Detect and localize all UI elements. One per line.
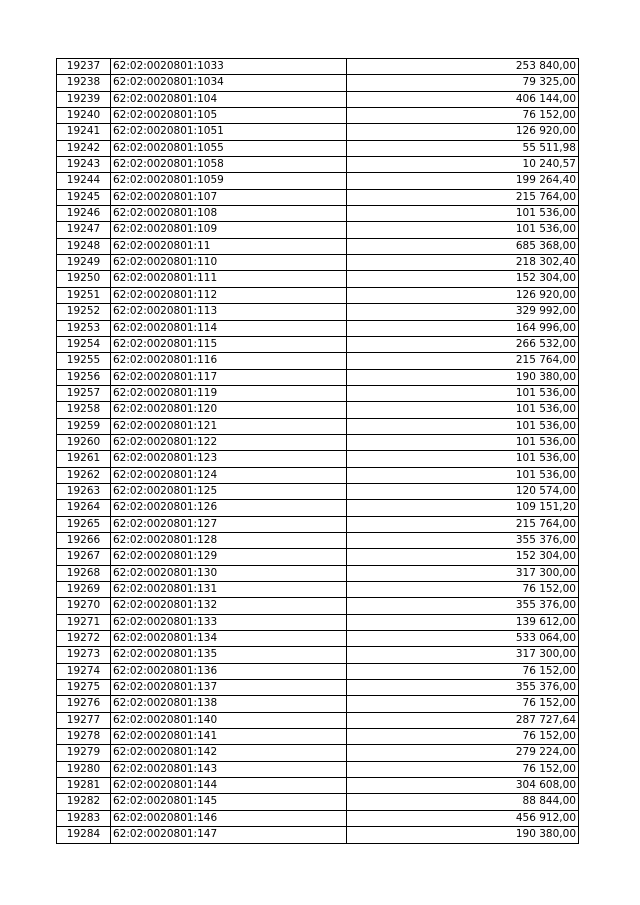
table-row — [57, 598, 579, 614]
cadastral-number-cell: 62:02:0020801:105 — [111, 108, 347, 124]
row-number-cell: 19247 — [57, 222, 111, 238]
value-cell: 215 764,00 — [347, 353, 579, 369]
value-cell: 76 152,00 — [347, 108, 579, 124]
row-number-cell: 19271 — [57, 614, 111, 630]
table-row — [57, 532, 579, 548]
row-number-cell: 19252 — [57, 304, 111, 320]
table-row — [57, 59, 579, 75]
row-number-cell: 19246 — [57, 206, 111, 222]
row-number-cell: 19267 — [57, 549, 111, 565]
table-row — [57, 451, 579, 467]
value-cell: 76 152,00 — [347, 729, 579, 745]
row-number-cell: 19276 — [57, 696, 111, 712]
value-cell: 317 300,00 — [347, 647, 579, 663]
table-row — [57, 320, 579, 336]
table-row — [57, 647, 579, 663]
value-cell: 101 536,00 — [347, 418, 579, 434]
value-cell: 317 300,00 — [347, 565, 579, 581]
cadastral-number-cell: 62:02:0020801:126 — [111, 500, 347, 516]
table-row — [57, 255, 579, 271]
row-number-cell: 19248 — [57, 238, 111, 254]
table-row — [57, 157, 579, 173]
value-cell: 120 574,00 — [347, 483, 579, 499]
table-row — [57, 385, 579, 401]
cadastral-number-cell: 62:02:0020801:117 — [111, 369, 347, 385]
value-cell: 76 152,00 — [347, 696, 579, 712]
table-row — [57, 271, 579, 287]
table-row — [57, 761, 579, 777]
row-number-cell: 19239 — [57, 91, 111, 107]
cadastral-number-cell: 62:02:0020801:147 — [111, 827, 347, 843]
cadastral-number-cell: 62:02:0020801:141 — [111, 729, 347, 745]
value-cell: 55 511,98 — [347, 140, 579, 156]
table-row — [57, 222, 579, 238]
value-cell: 139 612,00 — [347, 614, 579, 630]
table-row — [57, 680, 579, 696]
cadastral-number-cell: 62:02:0020801:131 — [111, 582, 347, 598]
cadastral-number-cell: 62:02:0020801:122 — [111, 434, 347, 450]
cadastral-number-cell: 62:02:0020801:108 — [111, 206, 347, 222]
value-cell: 304 608,00 — [347, 778, 579, 794]
cadastral-number-cell: 62:02:0020801:132 — [111, 598, 347, 614]
row-number-cell: 19262 — [57, 467, 111, 483]
cadastral-number-cell: 62:02:0020801:137 — [111, 680, 347, 696]
value-cell: 101 536,00 — [347, 451, 579, 467]
cadastral-number-cell: 62:02:0020801:109 — [111, 222, 347, 238]
cadastral-number-cell: 62:02:0020801:146 — [111, 810, 347, 826]
table-row — [57, 287, 579, 303]
table-row — [57, 810, 579, 826]
value-cell: 10 240,57 — [347, 157, 579, 173]
table-row — [57, 75, 579, 91]
row-number-cell: 19260 — [57, 434, 111, 450]
data-table — [56, 58, 579, 844]
cadastral-number-cell: 62:02:0020801:11 — [111, 238, 347, 254]
cadastral-number-cell: 62:02:0020801:110 — [111, 255, 347, 271]
table-row — [57, 189, 579, 205]
value-cell: 685 368,00 — [347, 238, 579, 254]
table-row — [57, 336, 579, 352]
cadastral-number-cell: 62:02:0020801:135 — [111, 647, 347, 663]
row-number-cell: 19243 — [57, 157, 111, 173]
row-number-cell: 19269 — [57, 582, 111, 598]
cadastral-number-cell: 62:02:0020801:140 — [111, 712, 347, 728]
table-row — [57, 304, 579, 320]
table-row — [57, 729, 579, 745]
cadastral-number-cell: 62:02:0020801:125 — [111, 483, 347, 499]
table-row — [57, 614, 579, 630]
cadastral-number-cell: 62:02:0020801:127 — [111, 516, 347, 532]
table-row — [57, 91, 579, 107]
table-row — [57, 582, 579, 598]
cadastral-number-cell: 62:02:0020801:107 — [111, 189, 347, 205]
row-number-cell: 19283 — [57, 810, 111, 826]
row-number-cell: 19265 — [57, 516, 111, 532]
table-row — [57, 565, 579, 581]
value-cell: 164 996,00 — [347, 320, 579, 336]
row-number-cell: 19270 — [57, 598, 111, 614]
row-number-cell: 19272 — [57, 631, 111, 647]
value-cell: 355 376,00 — [347, 598, 579, 614]
table-row — [57, 794, 579, 810]
document-page — [56, 58, 579, 844]
row-number-cell: 19253 — [57, 320, 111, 336]
cadastral-number-cell: 62:02:0020801:1055 — [111, 140, 347, 156]
value-cell: 152 304,00 — [347, 549, 579, 565]
cadastral-number-cell: 62:02:0020801:142 — [111, 745, 347, 761]
cadastral-number-cell: 62:02:0020801:121 — [111, 418, 347, 434]
table-row — [57, 516, 579, 532]
row-number-cell: 19237 — [57, 59, 111, 75]
table-row — [57, 467, 579, 483]
value-cell: 190 380,00 — [347, 827, 579, 843]
row-number-cell: 19263 — [57, 483, 111, 499]
cadastral-number-cell: 62:02:0020801:145 — [111, 794, 347, 810]
row-number-cell: 19238 — [57, 75, 111, 91]
cadastral-number-cell: 62:02:0020801:1059 — [111, 173, 347, 189]
cadastral-number-cell: 62:02:0020801:112 — [111, 287, 347, 303]
cadastral-number-cell: 62:02:0020801:138 — [111, 696, 347, 712]
table-row — [57, 827, 579, 843]
value-cell: 76 152,00 — [347, 582, 579, 598]
table-row — [57, 353, 579, 369]
table-row — [57, 238, 579, 254]
table-row — [57, 124, 579, 140]
row-number-cell: 19241 — [57, 124, 111, 140]
row-number-cell: 19244 — [57, 173, 111, 189]
row-number-cell: 19279 — [57, 745, 111, 761]
table-row — [57, 206, 579, 222]
cadastral-number-cell: 62:02:0020801:116 — [111, 353, 347, 369]
cadastral-number-cell: 62:02:0020801:129 — [111, 549, 347, 565]
value-cell: 199 264,40 — [347, 173, 579, 189]
value-cell: 76 152,00 — [347, 663, 579, 679]
row-number-cell: 19245 — [57, 189, 111, 205]
row-number-cell: 19266 — [57, 532, 111, 548]
value-cell: 101 536,00 — [347, 385, 579, 401]
cadastral-number-cell: 62:02:0020801:119 — [111, 385, 347, 401]
value-cell: 355 376,00 — [347, 532, 579, 548]
value-cell: 109 151,20 — [347, 500, 579, 516]
cadastral-number-cell: 62:02:0020801:1034 — [111, 75, 347, 91]
table-row — [57, 500, 579, 516]
value-cell: 215 764,00 — [347, 516, 579, 532]
value-cell: 533 064,00 — [347, 631, 579, 647]
row-number-cell: 19251 — [57, 287, 111, 303]
value-cell: 329 992,00 — [347, 304, 579, 320]
cadastral-number-cell: 62:02:0020801:143 — [111, 761, 347, 777]
value-cell: 101 536,00 — [347, 467, 579, 483]
row-number-cell: 19275 — [57, 680, 111, 696]
row-number-cell: 19254 — [57, 336, 111, 352]
row-number-cell: 19282 — [57, 794, 111, 810]
value-cell: 287 727,64 — [347, 712, 579, 728]
table-row — [57, 483, 579, 499]
cadastral-number-cell: 62:02:0020801:133 — [111, 614, 347, 630]
row-number-cell: 19277 — [57, 712, 111, 728]
table-row — [57, 745, 579, 761]
value-cell: 126 920,00 — [347, 124, 579, 140]
row-number-cell: 19249 — [57, 255, 111, 271]
table-body — [57, 59, 579, 844]
value-cell: 88 844,00 — [347, 794, 579, 810]
cadastral-number-cell: 62:02:0020801:128 — [111, 532, 347, 548]
table-row — [57, 418, 579, 434]
value-cell: 101 536,00 — [347, 434, 579, 450]
table-row — [57, 434, 579, 450]
row-number-cell: 19284 — [57, 827, 111, 843]
value-cell: 152 304,00 — [347, 271, 579, 287]
row-number-cell: 19256 — [57, 369, 111, 385]
row-number-cell: 19259 — [57, 418, 111, 434]
cadastral-number-cell: 62:02:0020801:1058 — [111, 157, 347, 173]
value-cell: 101 536,00 — [347, 402, 579, 418]
value-cell: 355 376,00 — [347, 680, 579, 696]
cadastral-number-cell: 62:02:0020801:120 — [111, 402, 347, 418]
table-row — [57, 712, 579, 728]
value-cell: 190 380,00 — [347, 369, 579, 385]
value-cell: 279 224,00 — [347, 745, 579, 761]
cadastral-number-cell: 62:02:0020801:144 — [111, 778, 347, 794]
row-number-cell: 19274 — [57, 663, 111, 679]
table-row — [57, 140, 579, 156]
cadastral-number-cell: 62:02:0020801:114 — [111, 320, 347, 336]
cadastral-number-cell: 62:02:0020801:134 — [111, 631, 347, 647]
cadastral-number-cell: 62:02:0020801:104 — [111, 91, 347, 107]
table-row — [57, 663, 579, 679]
table-row — [57, 549, 579, 565]
cadastral-number-cell: 62:02:0020801:1033 — [111, 59, 347, 75]
row-number-cell: 19258 — [57, 402, 111, 418]
row-number-cell: 19255 — [57, 353, 111, 369]
cadastral-number-cell: 62:02:0020801:1051 — [111, 124, 347, 140]
table-row — [57, 631, 579, 647]
value-cell: 218 302,40 — [347, 255, 579, 271]
value-cell: 253 840,00 — [347, 59, 579, 75]
value-cell: 456 912,00 — [347, 810, 579, 826]
cadastral-number-cell: 62:02:0020801:130 — [111, 565, 347, 581]
cadastral-number-cell: 62:02:0020801:136 — [111, 663, 347, 679]
table-row — [57, 108, 579, 124]
row-number-cell: 19242 — [57, 140, 111, 156]
value-cell: 126 920,00 — [347, 287, 579, 303]
row-number-cell: 19278 — [57, 729, 111, 745]
cadastral-number-cell: 62:02:0020801:124 — [111, 467, 347, 483]
row-number-cell: 19280 — [57, 761, 111, 777]
value-cell: 215 764,00 — [347, 189, 579, 205]
cadastral-number-cell: 62:02:0020801:113 — [111, 304, 347, 320]
row-number-cell: 19261 — [57, 451, 111, 467]
cadastral-number-cell: 62:02:0020801:123 — [111, 451, 347, 467]
cadastral-number-cell: 62:02:0020801:111 — [111, 271, 347, 287]
value-cell: 101 536,00 — [347, 222, 579, 238]
table-row — [57, 402, 579, 418]
table-row — [57, 369, 579, 385]
table-row — [57, 696, 579, 712]
value-cell: 76 152,00 — [347, 761, 579, 777]
table-row — [57, 778, 579, 794]
row-number-cell: 19264 — [57, 500, 111, 516]
cadastral-number-cell: 62:02:0020801:115 — [111, 336, 347, 352]
row-number-cell: 19281 — [57, 778, 111, 794]
row-number-cell: 19257 — [57, 385, 111, 401]
row-number-cell: 19250 — [57, 271, 111, 287]
row-number-cell: 19240 — [57, 108, 111, 124]
row-number-cell: 19273 — [57, 647, 111, 663]
row-number-cell: 19268 — [57, 565, 111, 581]
value-cell: 266 532,00 — [347, 336, 579, 352]
value-cell: 406 144,00 — [347, 91, 579, 107]
value-cell: 79 325,00 — [347, 75, 579, 91]
value-cell: 101 536,00 — [347, 206, 579, 222]
table-row — [57, 173, 579, 189]
